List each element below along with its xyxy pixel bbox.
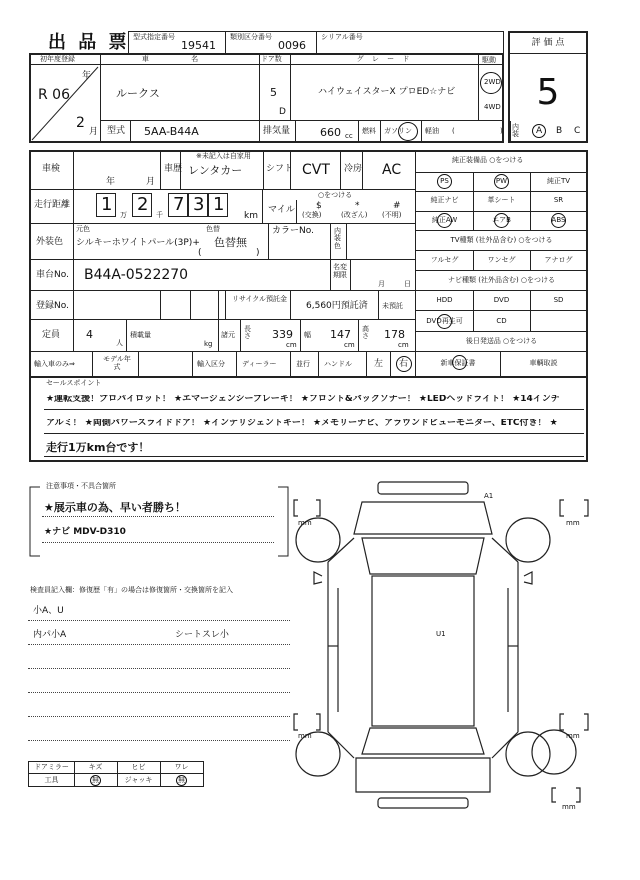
navi-title: ナビ種類 (社外品含む) ○をつける [447,276,556,284]
model-label: 型式 [107,126,126,136]
capacity-value: 4 [86,328,93,341]
navi-sd: SD [553,296,564,304]
score-label: 評 価 点 [531,38,565,48]
name-change-day: 日 [404,280,411,288]
diagram-mm-spare: mm [562,803,576,811]
legend-scratch: キズ [88,763,103,771]
tamper-symbol: * [355,201,360,211]
exchange-label: (交換) [302,211,322,219]
model-year-label: モデル年式 [103,355,131,372]
car-name-label: 車 名 [141,55,219,63]
mileage-unit: km [244,211,258,221]
mileage-sen: 千 [156,211,163,219]
original-color: シルキーホワイトパール(3P)+ [76,238,200,248]
navi-hdd: HDD [436,296,453,304]
exchange-symbol: $ [316,201,322,211]
width-label: 幅 [304,331,311,339]
navi-cd: CD [496,317,507,325]
fuel-diesel: 軽油 [425,127,439,135]
mileage-digit-1: 1 [101,194,113,215]
ac-value: AC [382,162,402,178]
notes-bracket [28,486,290,558]
fuel-label: 燃料 [362,127,376,135]
inspection-label: 車検 [42,164,61,174]
later-title: 後日発送品 ○をつける [465,337,538,345]
chassis-value: B44A-0522270 [84,267,189,283]
year-suffix: 年 [82,71,92,81]
handle-left: 左 [374,359,384,369]
inspector-line-2b: シートスレ小 [175,630,229,640]
drive-2wd: 2WD [484,78,501,86]
load-label: 積載量 [130,331,151,339]
displacement-value: 660 [320,126,341,139]
diagram-mm-fr: mm [566,519,580,527]
shift-value: CVT [302,162,330,178]
sales-label: セールスポイント [46,379,102,387]
fuel-other-close: ) [500,127,503,135]
eq-airbag: エアB [492,216,511,224]
color-no-label: カラーNo. [272,226,314,236]
diagram-mm-fl: mm [298,519,312,527]
import-label: 輸入車のみ⇒ [34,360,75,368]
legend-mirror: ドアミラー [34,763,69,771]
legend-crack: ヒビ [131,763,146,771]
fuel-other-open: ( [452,127,455,135]
history-note: ※未記入は自家用 [196,152,251,160]
mileage-digit-2: 2 [137,194,149,215]
door-type: D [279,107,286,117]
serial-box [316,31,504,54]
form-title: 出 品 票 [48,32,130,53]
interior-c: C [574,126,581,136]
ac-label: 冷房 [344,164,363,174]
category-box [225,31,317,54]
score-value: 5 [536,72,560,113]
eq-abs: ABS [551,216,566,224]
import-dealer: ディーラー [242,360,277,368]
type-designation-value: 19541 [181,39,216,52]
first-reg-label: 初年度登録 [40,55,75,63]
import-type-label: 輸入区分 [197,360,225,368]
legend-break: ワレ [174,763,189,771]
shift-label: シフト [266,164,294,174]
notes-label: 注意事項・不具合箇所 [46,482,116,490]
legend-tools-value: 無 [92,776,99,784]
name-change-month: 月 [378,280,385,288]
notes-line-2: ★ナビ MDV-D310 [44,527,126,537]
unknown-label: (不明) [382,211,402,219]
type-designation-box [128,31,226,54]
notes-line-1: ★展示車の為、早い者勝ち！ [44,501,186,514]
tv-fullseg: フルセグ [430,256,459,264]
unknown-symbol: # [393,201,401,211]
eq-navi: 純正ナビ [430,196,459,204]
attach-note: ○をつける [318,191,353,199]
length-value: 339 [272,328,293,341]
height-label: 高さ [362,325,369,341]
handle-right: 右 [399,359,409,369]
width-value: 147 [330,328,351,341]
diagram-mm-rr: mm [566,732,580,740]
color-num-label: 色替 [206,225,220,233]
car-name: ルークス [116,87,160,100]
history-label: 車歴 [164,164,183,174]
legend-tools: 工具 [44,776,59,784]
load-unit: kg [204,340,213,348]
inspector-line-1: 小A、U [33,606,64,616]
first-reg-year: R 06 [38,87,70,103]
legend-jack: ジャッキ [124,776,153,784]
eq-tv: 純正TV [546,177,571,185]
import-parallel: 並行 [296,360,310,368]
insp-month-suffix: 月 [146,177,156,187]
displacement-label: 排気量 [263,126,291,136]
later-manual: 車輌取説 [529,359,558,367]
diagram-mark-u1: U1 [436,630,446,638]
sales-line-3: 走行1万km台です！ [46,441,150,454]
capacity-label: 定員 [42,330,61,340]
grade-label: グ レ ー ド [356,55,413,63]
first-reg-month: 2 [76,115,85,131]
fuel-gasoline: ガソリン [384,127,412,135]
name-change-label: 名変期限 [333,263,347,279]
category-value: 0096 [278,39,306,52]
mileage-digit-3: 7 [173,194,185,215]
registration-label: 登録No. [36,301,69,311]
eq-ps: PS [440,177,449,185]
width-unit: cm [344,341,355,349]
type-designation-label: 型式指定番号 [133,33,175,41]
chassis-label: 車台No. [36,270,69,280]
eq-sr: SR [553,196,564,204]
later-warranty: 新車保証書 [440,359,476,367]
recycle-value: 6,560円預託済 [306,301,368,311]
eq-leather: 革シート [487,196,516,204]
displacement-unit: cc [345,132,353,140]
interior-b: B [556,126,563,136]
color-paren-open: ( [198,248,202,258]
drive-label: 駆動 [482,56,496,64]
sales-line-1: ★運転支援！プロパイロット！ ★エマージェンシーブレーキ！ ★フロント&バックソナー！ ★LEDヘッドライト！ ★14インチ [46,395,560,404]
inspector-line-2: 内パ小A [33,630,67,640]
interior-label: 内装 [512,123,519,138]
diagram-mark-a1: A1 [484,492,494,500]
doors-label: ドア数 [261,55,282,63]
mileage-label: 走行距離 [34,200,71,210]
tv-oneseg: ワンセグ [487,256,516,264]
history-value: レンタカー [188,164,243,177]
color-change: 色替無 [214,236,247,249]
model-value: 5AA-B44A [144,125,199,138]
length-unit: cm [286,341,297,349]
diagram-mm-rl: mm [298,732,312,740]
exterior-label: 外装色 [36,237,64,247]
color-paren-close: ) [256,248,260,258]
recycle-label: リサイクル預託金 [232,295,288,303]
eq-pw: PW [495,177,508,185]
navi-dvd: DVD [493,296,510,304]
tv-title: TV種類 (社外品含む) ○をつける [450,236,553,244]
interior-a: A [536,126,543,136]
month-suffix: 月 [89,127,99,137]
inspector-label: 検査員記入欄：修復歴「有」の場合は修復箇所・交換箇所を記入 [30,586,233,594]
serial-label: シリアル番号 [321,33,363,41]
tv-analog: アナログ [544,256,573,264]
handle-label: ハンドル [324,360,352,368]
navi-dvdplay: DVD再生可 [426,317,463,325]
capacity-unit: 人 [116,339,123,347]
height-value: 178 [384,328,405,341]
mileage-digit-4: 3 [193,194,205,215]
mileage-man: 万 [120,211,127,219]
grade-value: ハイウェイスターX プロED☆ナビ [318,87,456,97]
length-label: 長さ [244,325,251,341]
category-label: 類別区分番号 [230,33,272,41]
dims-label: 諸元 [221,331,235,339]
sales-line-2: アルミ！ ★両側パワースライドドア！ ★インテリジェントキー！ ★メモリーナビ、アラウンドビューモニター、ETC付き！ ★ [46,419,558,428]
mileage-mile: マイル [268,205,295,215]
insp-year-suffix: 年 [106,177,116,187]
legend-jack-value: 無 [178,776,185,784]
drive-4wd: 4WD [484,103,501,111]
original-color-label: 元色 [76,225,90,233]
tamper-label: (改ざん) [341,211,368,219]
doors-value: 5 [270,86,277,99]
recycle-unpaid: 未預託 [382,302,403,310]
interior-color-label: 内装色 [334,227,341,250]
car-damage-diagram [292,476,592,816]
height-unit: cm [398,341,409,349]
equipment-title: 純正装備品 ○をつける [452,156,524,164]
eq-aw: 純正AW [431,216,458,224]
mileage-digit-5: 1 [213,194,225,215]
